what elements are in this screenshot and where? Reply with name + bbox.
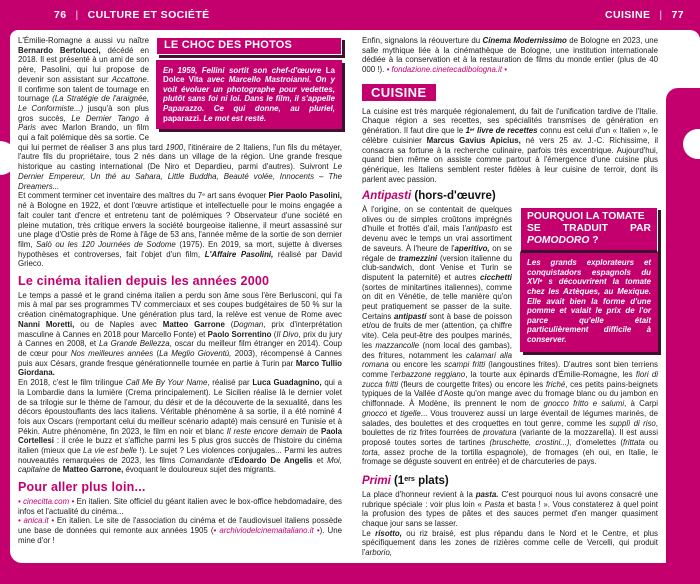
pomodoro-box-title: [520, 207, 658, 253]
right-page-number: 77: [671, 9, 684, 21]
paragraph-bertolucci: [18, 36, 342, 191]
photo-shock-box-title: LE CHOC DES PHOTOS: [156, 37, 342, 55]
chapter-title-cuisine: CUISINE: [362, 84, 436, 101]
heading-further-reading: Pour aller plus loin...: [18, 480, 146, 495]
left-page-number: 76: [54, 9, 67, 21]
left-page-header: [54, 9, 210, 21]
heading-primi: Primi (1ers plats): [362, 475, 449, 488]
pomodoro-box-body: Les grands explorateurs et conquistadors espagnols du XVIe s découvrirent la tomate chez les Aztèques, au Mexique. Elle avait bien la forme d'une pomme et valait le prix de l'or parce qu'elle était particulièrement difficile à conserver.: [527, 258, 651, 344]
right-section-title: CUISINE: [604, 9, 651, 21]
pomodoro-box: [520, 207, 658, 352]
paragraph-guadagnino: En 2018, c'est le film trilingue Call Me By Your Name, réalisé par Luca Guadagnino, qui a la Lombardie dans la lumière (Crema principalement). Le Sicilien réalise là le dernier volet de sa trilogie sur le thème de l'amour, du désir et de la découverte de la sexualité, dans les décors époustouflants des lacs italiens. Véritable phénomène à sa sortie, il a été nominé 4 fois aux Oscars (remportant celui du meilleur scénario adapté) mais censuré en Tunisie et à Pékin. Autre phénomène, fin 2023, le film en noir et blanc Il reste encore demain de Paola Cortellesi : il crée le buzz et s'affiche parmi les 5 plus gros succès de l'histoire du cinéma italien (mieux que La vie est belle !). Le sujet ? Les violences conjugales... Parmi les autres nouveautés remarquées de 2023, les films Comandante d'Edoardo De Angelis et Moi, capitaine de Matteo Garrone, évoquant le douloureux sujet des migrants.: [18, 378, 343, 475]
header-divider: |: [75, 9, 79, 21]
paragraph-pasta: La place d'honneur revient à la pasta. C'est pourquoi nous lui avons consacré une rubrique spéciale : voir plus loin « Pasta et basta ! ». Vous constaterez à quel point la profusion des types de pâtes et des sauces permet d'en manger quasiment chaque jour sans se lasser.: [362, 489, 658, 529]
left-page-column: [18, 36, 342, 545]
paragraph-berlusconi: Le temps a passé et le grand cinéma italien a perdu son âme sous l'ère Berlusconi, qui l'a mis à mal par ses programmes TV commerciaux et ses coupes budgétaires de 50 % sur la création cinématographique. Une génération plus tard, la relève est venue de Rome avec Nanni Moretti, ou de Naples avec Matteo Garrone (Dogman, prix d'interprétation masculine à Cannes en 2018 pour Marcello Fonte) et Paolo Sorrentino (Il Divo, prix du jury à Cannes en 2008, et La Grande Bellezza, oscar du meilleur film étranger en 2014). Coup de cœur pour Nos meilleures années (La Meglio Gioventù, 2003), récompensé à Cannes puis aux Césars, grande fresque générationnelle tournée en partie à Turin par Marco Tullio Giordana.: [18, 290, 343, 378]
right-page-header: [605, 9, 684, 21]
heading-antipasti: Antipasti (hors-d'œuvre): [362, 190, 496, 203]
link-item-anica: • anica.it • En italien. Le site de l'association du cinéma et de l'audiovisuel italiens possède une base de données qui remonte aux années 1905 (• archiviodelcinemaitaliano.it •). Une mine d'or !: [18, 516, 342, 545]
pomodoro-title-line2: SE TRADUIT PAR POMODORO ?: [527, 223, 651, 247]
right-page-column: [362, 36, 658, 558]
heading-cinema-2000: Le cinéma italien depuis les années 2000: [18, 274, 270, 289]
paragraph-pasolini: Et comment terminer cet inventaire des maîtres du 7e art sans évoquer Pier Paolo Pasolini, né à Bologne en 1922, et dont l'œuvre artistique et intellectuelle pour le moins engagée a fait couler tant d'encre et entretenu tant de polémiques ? Observateur d'une société en pleine mutation, très critique envers la société bourgeoise italienne, il meurt assassiné sur une plage d'Ostie près de Rome à l'âge de 53 ans, l'année même de la sortie de son dernier film, Salò ou les 120 Journées de Sodome (1975). En 2019, sa mort, sujette à diverses hypothèses et controverses, fait l'objet d'un film, L'Affaire Pasolini, réalisé par David Grieco.: [18, 191, 343, 269]
paragraph-bertolucci-text: L'Émilie-Romagne a aussi vu naître Bernardo Bertolucci, décédé en 2018. Il est présenté à un ami de son père, Pasolini, qui lui propose de devenir son assistant sur Accattone. Il confirme son talent de tournage en tournage (La Stratégie de l'araignée, Le Conformiste...) jusqu'à son plus gros succès, Le Dernier Tango à Paris avec Marlon Brando, un film qui a fait polémique dès sa sortie. Ce qui lui permet de réaliser 3 ans plus tard 1900, l'itinéraire de 2 Italiens, l'un fils du métayer, l'autre fils du propriétaire, tous 2 nés dans un village de la région. Une grande fresque historique au casting international (De Niro et Depardieu, parmi d'autres). Suivront Le Dernier Empereur, Un thé au Sahara, Little Buddha, Beauté volée, Innocents – The Dreamers...: [18, 36, 342, 191]
link-item-cinecitta: • cinecitta.com • En italien. Site officiel du géant italien avec le box-office hebdomadaire, des infos et l'actualité du cinéma...: [18, 496, 342, 516]
photo-shock-box: [156, 37, 342, 129]
paragraph-modernissimo: Enfin, signalons la réouverture du Cinema Modernissimo de Bologne en 2023, une salle mythique liée à la cinémathèque de Bologne, une institution internationale dédiée à la conservation et à la restauration de films du monde entier (plus de 40 000 !). • fondazione.cinetecadibologna.it •: [362, 36, 659, 75]
chapter-edge-tab: [666, 88, 700, 584]
paragraph-antipasti-text: À l'origine, on se contentait de quelques olives ou de simples croûtons imprégnés d'huile et frottés d'ail, mais l'antipasto est devenu avec le temps un vrai assortiment de saveurs. À l'heure de l'aperitivo, on se régale de tramezzini (version italienne du club-sandwich, dont Venise et Turin se disputent la paternité) et autres cicchetti (sortes de minitartines italiennes), comme on dit en Vénétie, de telle manière qu'on peut pratiquement se passer de la suite. Certains antipasti sont à base de poisson et/ou de fruits de mer (attention, ça chiffre vite). Cela peut-être des poulpes marinés, les mazzancolle (nom local des gambas), des fritures, notamment les calamari alla romana ou encore les scampi fritti (langoustines frites). D'autres sont bien terriens comme l'erbazzone reggiano, la tourte aux épinards d'Émilie-Romagne, les fiori di zucca fritti (fleurs de courgette frites) ou encore les friché, ces petits pains-beignets typiques de la Vallée d'Aoste qu'on mange avec du fromage blanc ou du jambon en chiffonnade. À Modène, ils prennent le nom de gnocco fritto e salumi, à Carpi gnocco et tigelle... Vous trouverez aussi un large éventail de légumes marinés, de salades, des boulettes et des croquettes en tout genre, comme les supplì di riso, boulettes de riz frites fourrées de provatura (variante de la mozzarella). Il est aussi proposé toutes sortes de tartines (bruschette, crostini...), d'omelettes (frittata ou torta, assez proche de la tortilla espagnole), de fromages (eh oui, en Italie, le fromage se déguste souvent en entrée) et de charcuteries de pays.: [362, 205, 659, 467]
paragraph-antipasti: [362, 205, 658, 467]
page-sheet: [10, 30, 700, 563]
left-section-title: CULTURE ET SOCIÉTÉ: [87, 9, 210, 21]
paragraph-cuisine-intro: La cuisine est très marquée régionalement, du fait de l'unification tardive de l'Italie. Chaque région a ses recettes, ses spécialités transmises de génération en génération. Il faut dire que le 1er livre de recettes connu est celui d'un « Italien », le célèbre cuisinier Marcus Gavius Apicius, né vers 25 av. J.-C. Richissime, il consacra sa fortune à la recherche culinaire, parfois très excentrique. Aujourd'hui, quand bien même on assiste comme partout à l'émergence d'une cuisine plus générique, les Italiens semblent rester fidèles à leur cuisine de terroir, dont ils parlent avec passion.: [362, 106, 658, 184]
photo-shock-box-body: En 1959, Fellini sortit son chef-d'œuvre La Dolce Vita avec Marcello Mastroianni. On y voit évoluer un photographe pour vedettes, plutôt sans foi ni loi. Dans le film, il s'appelle Paparazzo. Ce qui donne, au pluriel, paparazzi. Le mot est resté.: [156, 60, 342, 130]
pomodoro-title-line1: POURQUOI LA TOMATE: [527, 211, 645, 223]
paragraph-risotto: Le risotto, ou riz braisé, est plus répandu dans le Nord et le Centre, et plus spécifiquement dans les zones de rizières comme celle de Vercelli, qui produit l'arborio,: [362, 528, 658, 558]
header-divider: |: [659, 9, 663, 21]
